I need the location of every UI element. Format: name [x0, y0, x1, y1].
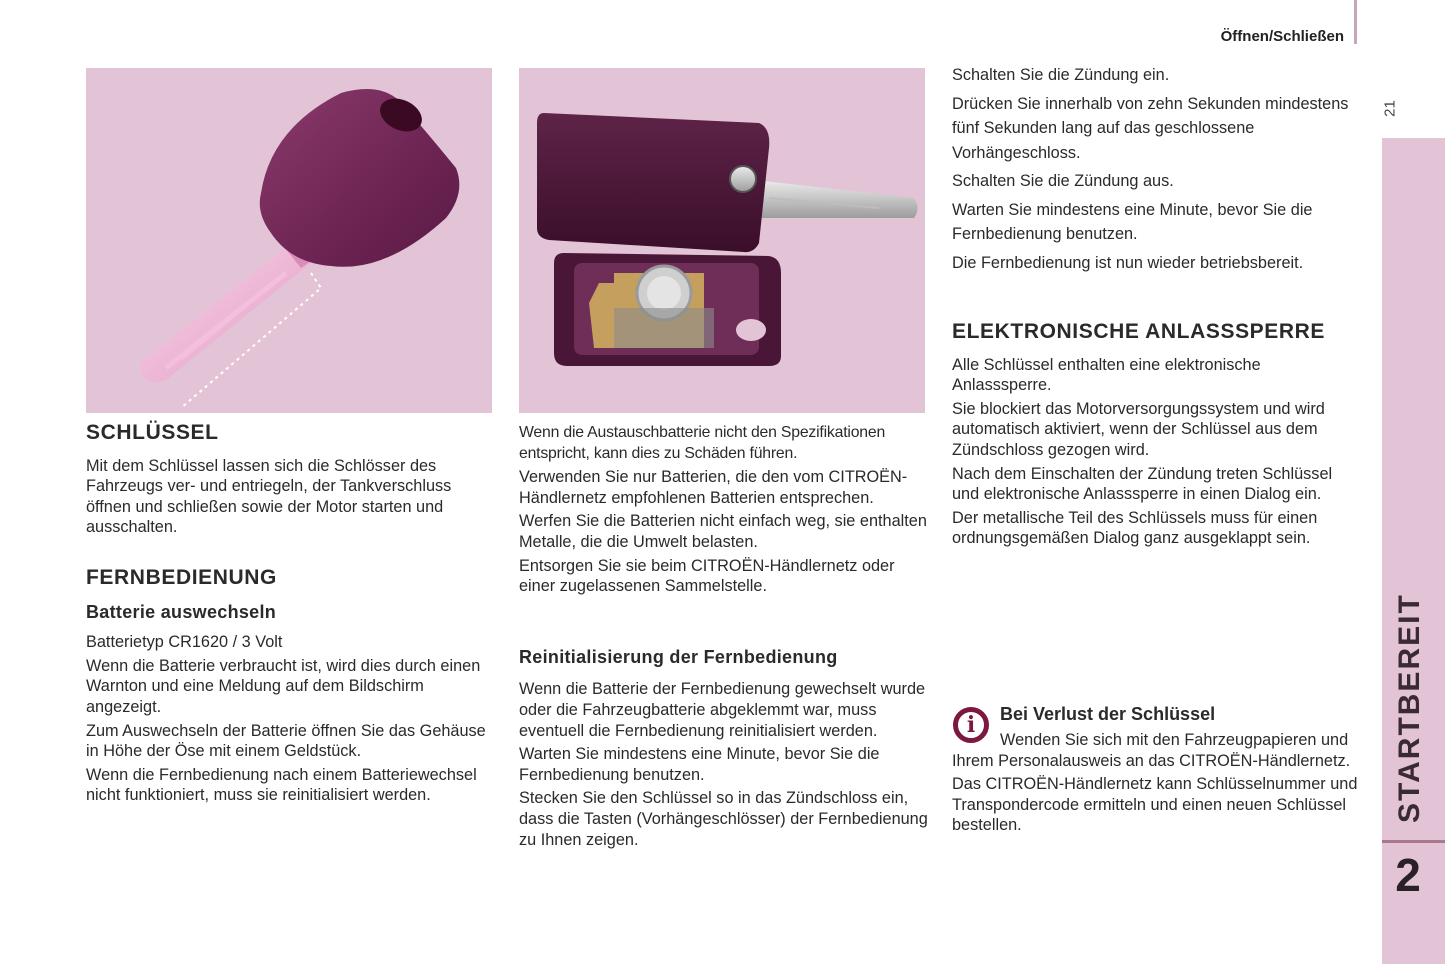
paragraph: Warten Sie mindestens eine Minute, bevor Sie die Fernbedienung benutzen.	[519, 745, 880, 784]
anlasssperre-section	[952, 322, 1362, 552]
batterie-heading: Batterie auswechseln	[86, 601, 277, 622]
paragraph: Wenn die Fernbedienung nach einem Batteriewechsel nicht funktioniert, muss sie reinitialisiert werden.	[86, 765, 477, 805]
paragraph: Wenn die Batterie verbraucht ist, wird dies durch einen Warnton und eine Meldung auf dem Bildschirm angezeigt.	[86, 656, 481, 716]
info-text: Das CITROËN-Händlernetz kann Schlüsselnummer und Transpondercode ermitteln und einen neuen Schlüssel bestellen.	[952, 775, 1358, 835]
section-title: Öffnen/Schließen	[1220, 28, 1344, 45]
key-icon	[86, 68, 492, 413]
schluessel-heading: SCHLÜSSEL	[86, 421, 219, 444]
remote-battery-illustration	[519, 68, 925, 413]
paragraph: Wenn die Batterie der Fernbedienung gewechselt wurde oder die Fahrzeugbatterie abgeklemmt war, muss eventuell die Fernbedienung reinitialisiert werden.	[519, 680, 926, 740]
page-number: 21	[1381, 100, 1399, 117]
step: Schalten Sie die Zündung aus.	[952, 172, 1174, 190]
info-title: Bei Verlust der Schlüssel	[1000, 704, 1216, 724]
key-illustration	[86, 68, 492, 413]
paragraph: Zum Auswechseln der Batterie öffnen Sie das Gehäuse in Höhe der Öse mit einem Geldstück.	[86, 721, 486, 761]
anlasssperre-heading: ELEKTRONISCHE ANLASSSPERRE	[952, 320, 1326, 343]
header-divider	[1354, 0, 1357, 44]
schluessel-text: Mit dem Schlüssel lassen sich die Schlösser des Fahrzeugs ver- und entriegeln, der Tankverschluss öffnen und schließen sowie der Motor starten und ausschalten.	[86, 456, 452, 537]
chapter-number: 2	[1395, 849, 1421, 901]
column-middle	[519, 423, 931, 853]
column-right	[952, 63, 1360, 279]
paragraph: Alle Schlüssel enthalten eine elektronische Anlasssperre.	[952, 355, 1261, 395]
paragraph: Werfen Sie die Batterien nicht einfach weg, sie enthalten Metalle, die die Umwelt belasten.	[519, 512, 927, 551]
paragraph: Stecken Sie den Schlüssel so in das Zündschloss ein, dass die Tasten (Vorhängeschlösser) der Fernbedienung zu Ihnen zeigen.	[519, 789, 928, 849]
paragraph: Wenn die Austauschbatterie nicht den Spezifikationen entspricht, kann dies zu Schäden führen.	[519, 424, 886, 462]
step: Die Fernbedienung ist nun wieder betriebsbereit.	[952, 253, 1304, 272]
info-text: Wenden Sie sich mit den Fahrzeugpapieren und Ihrem Personalausweis an das CITROËN-Händlernetz.	[952, 731, 1351, 770]
reinit-heading: Reinitialisierung der Fernbedienung	[519, 646, 838, 667]
info-icon: i	[953, 707, 989, 743]
chapter-name: STARTBEREIT	[1393, 593, 1426, 823]
paragraph: Nach dem Einschalten der Zündung treten Schlüssel und elektronische Anlasssperre in einen Dialog ein.	[952, 464, 1333, 504]
step: Schalten Sie die Zündung ein.	[952, 66, 1170, 84]
paragraph: Verwenden Sie nur Batterien, die den vom CITROËN-Händlernetz empfohlenen Batterien entsprechen.	[519, 468, 908, 507]
step: Drücken Sie innerhalb von zehn Sekunden mindestens fünf Sekunden lang auf das geschlossene Vorhängeschloss.	[952, 94, 1349, 162]
fernbedienung-heading: FERNBEDIENUNG	[86, 565, 277, 589]
paragraph: Der metallische Teil des Schlüssels muss für einen ordnungsgemäßen Dialog ganz ausgeklappt sein.	[952, 508, 1318, 548]
remote-key-icon	[519, 68, 925, 413]
chapter-divider	[1382, 840, 1445, 843]
info-body	[952, 730, 1362, 839]
paragraph: Entsorgen Sie sie beim CITROËN-Händlernetz oder einer zugelassenen Sammelstelle.	[519, 556, 895, 596]
step: Warten Sie mindestens eine Minute, bevor Sie die Fernbedienung benutzen.	[952, 200, 1313, 243]
paragraph: Sie blockiert das Motorversorgungssystem und wird automatisch aktiviert, wenn der Schlüssel aus dem Zündschloss gezogen wird.	[952, 399, 1325, 459]
column-left	[86, 423, 496, 809]
paragraph: Batterietyp CR1620 / 3 Volt	[86, 633, 283, 652]
